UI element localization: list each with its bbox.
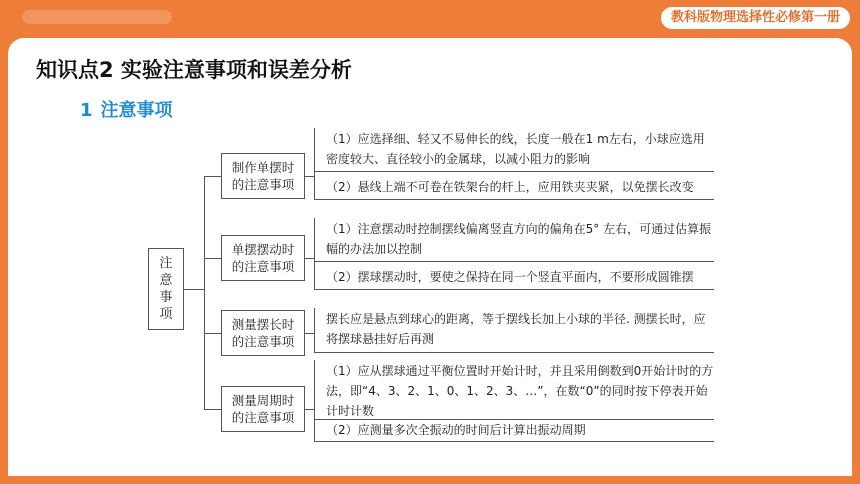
item-bracket <box>314 128 315 200</box>
item-underline <box>314 199 714 200</box>
list-item: （2）摆球摆动时，要使之保持在同一个竖直平面内，不要形成圆锥摆 <box>326 270 694 284</box>
item-connector <box>305 176 314 177</box>
item-underline <box>314 289 714 290</box>
section-heading <box>80 96 173 122</box>
item-underline <box>314 171 714 172</box>
item-underline <box>314 441 714 442</box>
content-panel <box>8 38 852 476</box>
list-item: （1）注意摆动时控制摆线偏离竖直方向的偏角在5° 左右，可通过估算振幅的办法加以控制 <box>326 222 712 256</box>
list-item: 摆长应是悬点到球心的距离，等于摆线长加上小球的半径. 测摆长时，应将摆球悬挂好后再测 <box>326 312 706 346</box>
item-connector <box>305 258 314 259</box>
header-decoration <box>22 10 172 24</box>
root-node <box>148 248 184 330</box>
section-title: 注意事项 <box>100 100 173 121</box>
category-node <box>221 310 305 356</box>
category-branch <box>204 333 221 334</box>
list-item: （1）应从摆球通过平衡位置时开始计时，并且采用倒数到0开始计时的方法，即“4、3、2、1、0、1、2、3、…”，在数“0”的同时按下停表开始计时计数 <box>326 364 714 418</box>
textbook-badge: 教科版物理选择性必修第一册 <box>661 7 850 29</box>
root-node-label: 注意事项 <box>159 256 173 322</box>
category-node <box>221 153 305 199</box>
category-label: 测量周期时的注意事项 <box>231 393 295 425</box>
item-bracket <box>314 218 315 290</box>
item-bracket <box>314 308 315 353</box>
category-branch <box>204 258 221 259</box>
category-label: 测量摆长时的注意事项 <box>231 317 295 349</box>
category-branch <box>204 176 221 177</box>
section-number: 1 <box>80 100 93 121</box>
category-node <box>221 235 305 281</box>
item-connector <box>305 333 314 334</box>
page-title: 知识点2 实验注意事项和误差分析 <box>36 58 352 82</box>
category-label: 单摆摆动时的注意事项 <box>231 242 295 274</box>
item-connector <box>305 409 314 410</box>
category-branch <box>204 409 221 410</box>
list-item: （1）应选择细、轻又不易伸长的线，长度一般在1 m左右，小球应选用密度较大、直径较小的金属球，以减小阻力的影响 <box>326 132 705 166</box>
item-underline <box>314 261 714 262</box>
root-connector <box>184 289 204 290</box>
list-item: （2）悬线上端不可卷在铁架台的杆上，应用铁夹夹紧，以免摆长改变 <box>326 180 694 194</box>
category-spine <box>204 176 205 409</box>
category-node <box>221 386 305 432</box>
category-label: 制作单摆时的注意事项 <box>231 160 295 192</box>
item-underline <box>314 352 714 353</box>
list-item: （2）应测量多次全振动的时间后计算出振动周期 <box>326 423 586 437</box>
item-bracket <box>314 360 315 442</box>
